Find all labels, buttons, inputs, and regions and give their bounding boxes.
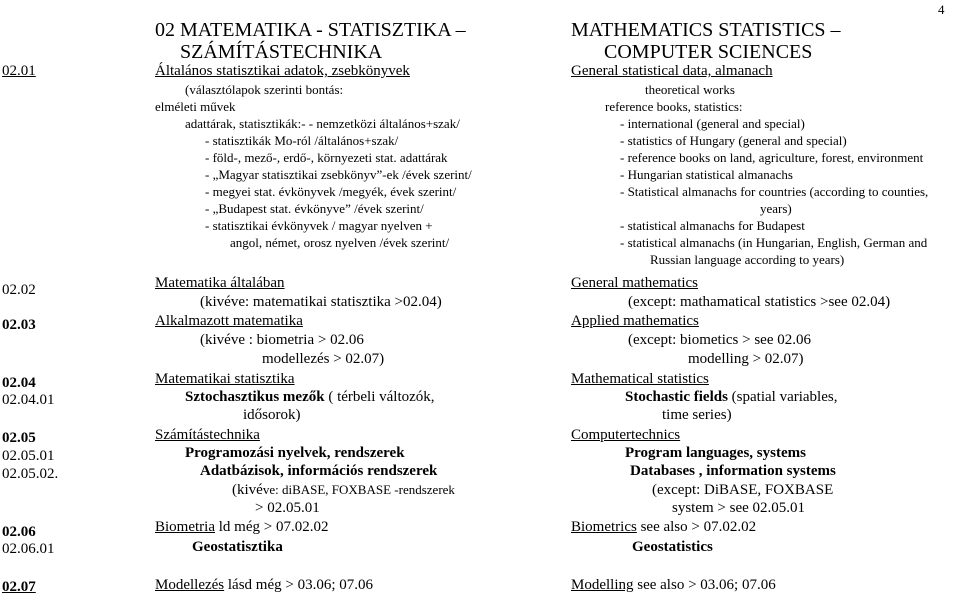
en-heading-0203: Applied mathematics (571, 313, 699, 329)
page-number: 4 (938, 2, 945, 17)
hu-line: adattárak, statisztikák:- - nemzetközi általános+szak/ (185, 116, 460, 131)
en-heading-0202: General mathematics (571, 275, 699, 291)
hu-heading-0202: Matematika általában (155, 275, 285, 291)
en-bold-0206: Geostatistics (632, 539, 713, 555)
en-ex2-0205: system > see 02.05.01 (672, 500, 806, 516)
hu-ex-0205 (232, 483, 455, 498)
code-020401: 02.04.01 (2, 392, 55, 408)
en-heading-0207: Modelling (571, 577, 634, 593)
en-bold-0204: Stochastic fields (625, 389, 728, 405)
hu-rest-0204: ( térbeli változók, (324, 389, 435, 405)
en-heading-0204: Mathematical statistics (571, 371, 709, 387)
hu-ref-0207: lásd még > 03.06; 07.06 (224, 577, 374, 593)
en-line: Russian language according to years) (650, 252, 845, 267)
en-line2-0204: time series) (662, 407, 732, 423)
hu-heading-0205: Számítástechnika (155, 427, 260, 443)
hu-line: - „Magyar statisztikai zsebkönyv”-ek /évek szerint/ (205, 167, 472, 182)
en-bold-0205-2: Databases , information systems (630, 463, 836, 479)
hu-line: - statisztikai évkönyvek / magyar nyelven + (205, 218, 433, 233)
hu-line-0204 (185, 390, 435, 405)
hu-bold-0204: Sztochasztikus mezők (185, 389, 325, 405)
hu-heading-0207: Modellezés (155, 577, 225, 593)
hu-line-0206 (155, 520, 328, 535)
en-line: theoretical works (645, 82, 735, 97)
hu-bold-0205-1: Programozási nyelvek, rendszerek (185, 445, 405, 461)
hu-heading-0204: Matematikai statisztika (155, 371, 295, 387)
hu-ex-open: (kivé (232, 482, 263, 498)
en-line: - statistical almanachs for Budapest (620, 218, 805, 233)
en-sub-0202: (except: mathamatical statistics >see 02.04) (628, 294, 891, 310)
code-020502: 02.05.02. (2, 466, 59, 482)
hu-bold-0205-2: Adatbázisok, információs rendszerek (200, 463, 438, 479)
code-0206: 02.06 (2, 524, 36, 540)
hu-sub-0202: (kivéve: matematikai statisztika >02.04) (200, 294, 442, 310)
en-line: years) (760, 201, 792, 216)
hu-line: - statisztikák Mo-ról /általános+szak/ (205, 133, 399, 148)
en-ref-0207: see also > 03.06; 07.06 (633, 577, 776, 593)
en-line: - statistics of Hungary (general and special) (620, 133, 847, 148)
hu-line: angol, német, orosz nyelven /évek szerint/ (230, 235, 450, 250)
en-title-line2: COMPUTER SCIENCES (604, 41, 813, 63)
hu-heading-0206: Biometria (155, 519, 215, 535)
hu-title-line2: SZÁMÍTÁSTECHNIKA (180, 41, 383, 63)
en-title-line1: MATHEMATICS STATISTICS – (571, 19, 841, 41)
en-line: - international (general and special) (620, 116, 805, 131)
en-ref-0206: see also > 07.02.02 (636, 519, 757, 535)
hu-line: (választólapok szerinti bontás: (185, 82, 344, 97)
en-line-0206 (571, 520, 756, 535)
en-line-0204 (625, 390, 837, 405)
code-0201: 02.01 (2, 63, 36, 79)
code-0202: 02.02 (2, 282, 36, 298)
hu-line-0207 (155, 578, 373, 593)
hu-ref-0206: ld még > 07.02.02 (215, 519, 329, 535)
en-line-0207 (571, 578, 776, 593)
hu-line: - föld-, mező-, erdő-, környezeti stat. adattárak (205, 150, 448, 165)
code-0207: 02.07 (2, 579, 36, 595)
hu-sub-0203: modellezés > 02.07) (262, 351, 385, 367)
en-line: - statistical almanachs (in Hungarian, English, German and (620, 235, 928, 250)
en-line: - Statistical almanachs for countries (according to counties, (620, 184, 929, 199)
hu-line: - „Budapest stat. évkönyve” /évek szerint/ (205, 201, 424, 216)
en-ex1-0205: (except: DiBASE, FOXBASE (652, 482, 834, 498)
en-bold-0205-1: Program languages, systems (625, 445, 806, 461)
hu-heading-0201: Általános statisztikai adatok, zsebkönyvek (155, 63, 410, 79)
hu-ex-small: ve: diBASE, FOXBASE -rendszerek (262, 482, 455, 497)
code-0204: 02.04 (2, 375, 36, 391)
en-heading-0206: Biometrics (571, 519, 637, 535)
code-020601: 02.06.01 (2, 541, 55, 557)
code-020501: 02.05.01 (2, 448, 55, 464)
code-0205: 02.05 (2, 430, 36, 446)
hu-line2-0204: idősorok) (243, 407, 301, 423)
hu-line: elméleti művek (155, 99, 236, 114)
code-0203: 02.03 (2, 317, 36, 333)
en-sub-0203: modelling > 02.07) (688, 351, 804, 367)
en-line: - reference books on land, agriculture, forest, environment (620, 150, 924, 165)
hu-bold-0206: Geostatisztika (192, 539, 283, 555)
en-heading-0201: General statistical data, almanach (571, 63, 773, 79)
en-rest-0204: (spatial variables, (727, 389, 838, 405)
hu-line: - megyei stat. évkönyvek /megyék, évek szerint/ (205, 184, 457, 199)
hu-sub-0203: (kivéve : biometria > 02.06 (200, 332, 364, 348)
hu-title-line1: 02 MATEMATIKA - STATISZTIKA – (155, 19, 466, 41)
en-line: - Hungarian statistical almanachs (620, 167, 793, 182)
hu-ex2-0205: > 02.05.01 (255, 500, 320, 516)
en-line: reference books, statistics: (605, 99, 743, 114)
en-heading-0205: Computertechnics (571, 427, 681, 443)
en-sub-0203: (except: biometics > see 02.06 (628, 332, 811, 348)
hu-heading-0203: Alkalmazott matematika (155, 313, 303, 329)
